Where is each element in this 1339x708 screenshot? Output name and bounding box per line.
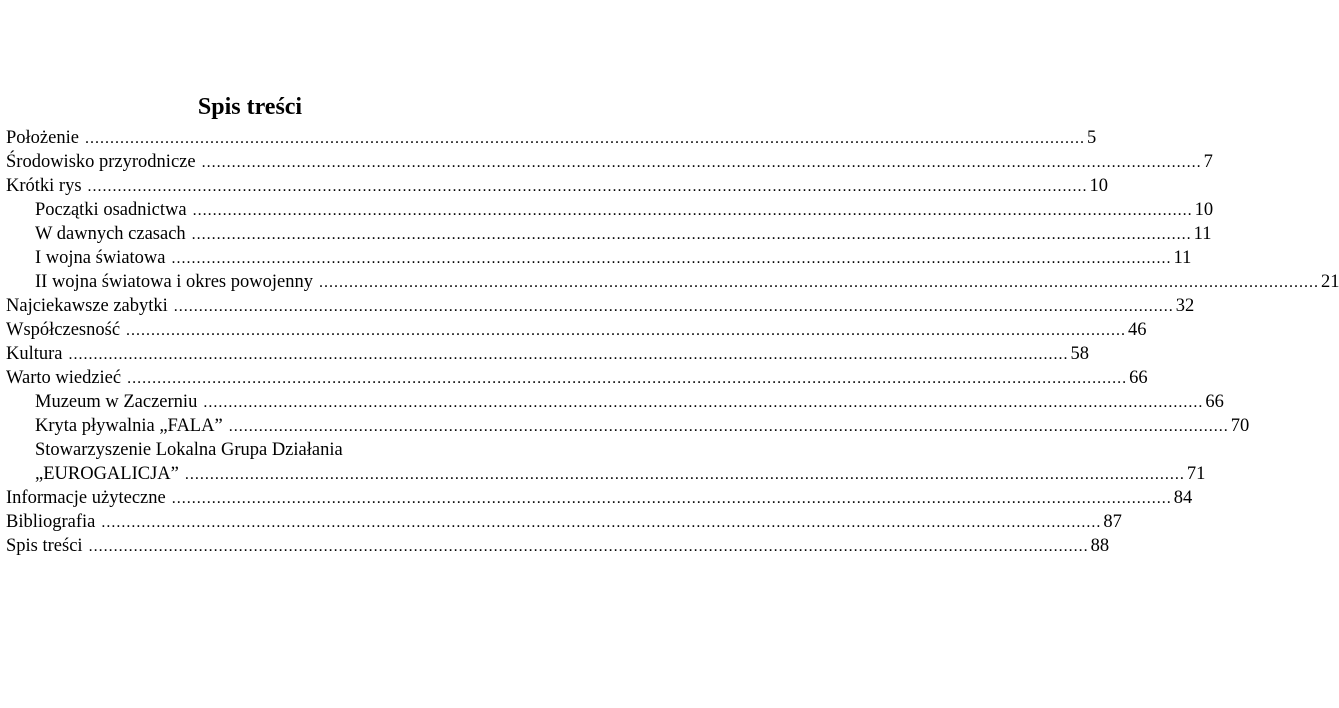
- toc-leader-dots: ........................................................................................................................................................................................................: [191, 226, 1192, 243]
- toc-entry-title: Informacje użyteczne: [6, 488, 166, 508]
- toc-page-number: 70: [1230, 416, 1250, 436]
- toc-subentry-i-wojna: [6, 246, 1192, 270]
- toc-leader-dots: ........................................................................................................................................................................................................: [127, 370, 1128, 387]
- toc-entry-title: Środowisko przyrodnicze: [6, 152, 196, 172]
- toc-entry-title: W dawnych czasach: [35, 224, 186, 244]
- toc-leader-dots: ........................................................................................................................................................................................................: [318, 274, 1319, 291]
- toc-page-number: 5: [1086, 128, 1097, 148]
- toc-leader-dots: ........................................................................................................................................................................................................: [228, 418, 1229, 435]
- toc-entry-bibliografia: [6, 510, 1122, 534]
- toc-entry-title: Stowarzyszenie Lokalna Grupa Działania: [35, 440, 343, 460]
- toc-entry-title: Muzeum w Zaczerniu: [35, 392, 198, 412]
- toc-page-number: 46: [1128, 320, 1147, 340]
- toc-leader-dots: ........................................................................................................................................................................................................: [84, 130, 1085, 147]
- toc-entry-warto-wiedziec: [6, 366, 1148, 390]
- toc-entry-title: II wojna światowa i okres powojenny: [35, 272, 313, 292]
- toc-entry-kultura: [6, 342, 1090, 366]
- toc-page-number: 32: [1175, 296, 1195, 316]
- toc-entry-polozenie: [6, 126, 1097, 150]
- table-of-contents: [6, 126, 1339, 558]
- toc-page-number: 58: [1070, 344, 1090, 364]
- toc-entry-title: Początki osadnictwa: [35, 200, 187, 220]
- toc-entry-title: Bibliografia: [6, 512, 96, 532]
- toc-entry-title: „EUROGALICJA”: [35, 464, 179, 484]
- toc-entry-title: I wojna światowa: [35, 248, 166, 268]
- toc-page-number: 66: [1205, 392, 1224, 412]
- toc-entry-zabytki: [6, 294, 1195, 318]
- toc-leader-dots: ........................................................................................................................................................................................................: [203, 394, 1204, 411]
- toc-subentry-stowarzyszenie: [6, 462, 1206, 486]
- toc-leader-dots: ........................................................................................................................................................................................................: [192, 202, 1193, 219]
- toc-entry-title: Krótki rys: [6, 176, 82, 196]
- toc-entry-title: Położenie: [6, 128, 79, 148]
- toc-leader-dots: ........................................................................................................................................................................................................: [171, 250, 1172, 267]
- toc-page-number: 66: [1129, 368, 1148, 388]
- toc-page-number: 87: [1103, 512, 1122, 532]
- page-title: Spis treści: [197, 94, 303, 121]
- toc-leader-dots: ........................................................................................................................................................................................................: [101, 514, 1102, 531]
- toc-entry-srodowisko: [6, 150, 1213, 174]
- toc-entry-krotki-rys: [6, 174, 1109, 198]
- toc-subentry-plywalnia: [6, 414, 1250, 438]
- toc-entry-title: Najciekawsze zabytki: [6, 296, 168, 316]
- toc-page-number: 10: [1194, 200, 1214, 220]
- toc-entry-title: Współczesność: [6, 320, 121, 340]
- toc-page-number: 88: [1090, 536, 1110, 556]
- toc-page-number: 21: [1320, 272, 1339, 292]
- toc-page-number: 71: [1186, 464, 1206, 484]
- toc-leader-dots: ........................................................................................................................................................................................................: [201, 154, 1202, 171]
- toc-leader-dots: ........................................................................................................................................................................................................: [126, 322, 1127, 339]
- toc-entry-informacje: [6, 486, 1193, 510]
- toc-entry-spis-tresci: [6, 534, 1110, 558]
- toc-subentry-poczatki: [6, 198, 1214, 222]
- toc-leader-dots: ........................................................................................................................................................................................................: [173, 298, 1174, 315]
- toc-page-number: 84: [1173, 488, 1193, 508]
- toc-entry-wspolczesnosc: [6, 318, 1147, 342]
- toc-subentry-dawne-czasy: [6, 222, 1212, 246]
- toc-entry-title: Kultura: [6, 344, 63, 364]
- toc-subentry-muzeum: [6, 390, 1224, 414]
- toc-page-number: 11: [1193, 224, 1212, 244]
- toc-leader-dots: ........................................................................................................................................................................................................: [171, 490, 1172, 507]
- toc-entry-title: Kryta pływalnia „FALA”: [35, 416, 223, 436]
- toc-entry-title: Warto wiedzieć: [6, 368, 122, 388]
- toc-subentry-ii-wojna: [6, 270, 1339, 294]
- toc-leader-dots: ........................................................................................................................................................................................................: [184, 466, 1185, 483]
- toc-subentry-stowarzyszenie-line1: [6, 438, 490, 462]
- toc-entry-title: Spis treści: [6, 536, 83, 556]
- toc-leader-dots: ........................................................................................................................................................................................................: [87, 178, 1088, 195]
- toc-page-number: 7: [1203, 152, 1213, 172]
- toc-page-number: 11: [1173, 248, 1192, 268]
- toc-leader-dots: ........................................................................................................................................................................................................: [88, 538, 1089, 555]
- toc-page-number: 10: [1089, 176, 1109, 196]
- toc-leader-dots: ........................................................................................................................................................................................................: [68, 346, 1069, 363]
